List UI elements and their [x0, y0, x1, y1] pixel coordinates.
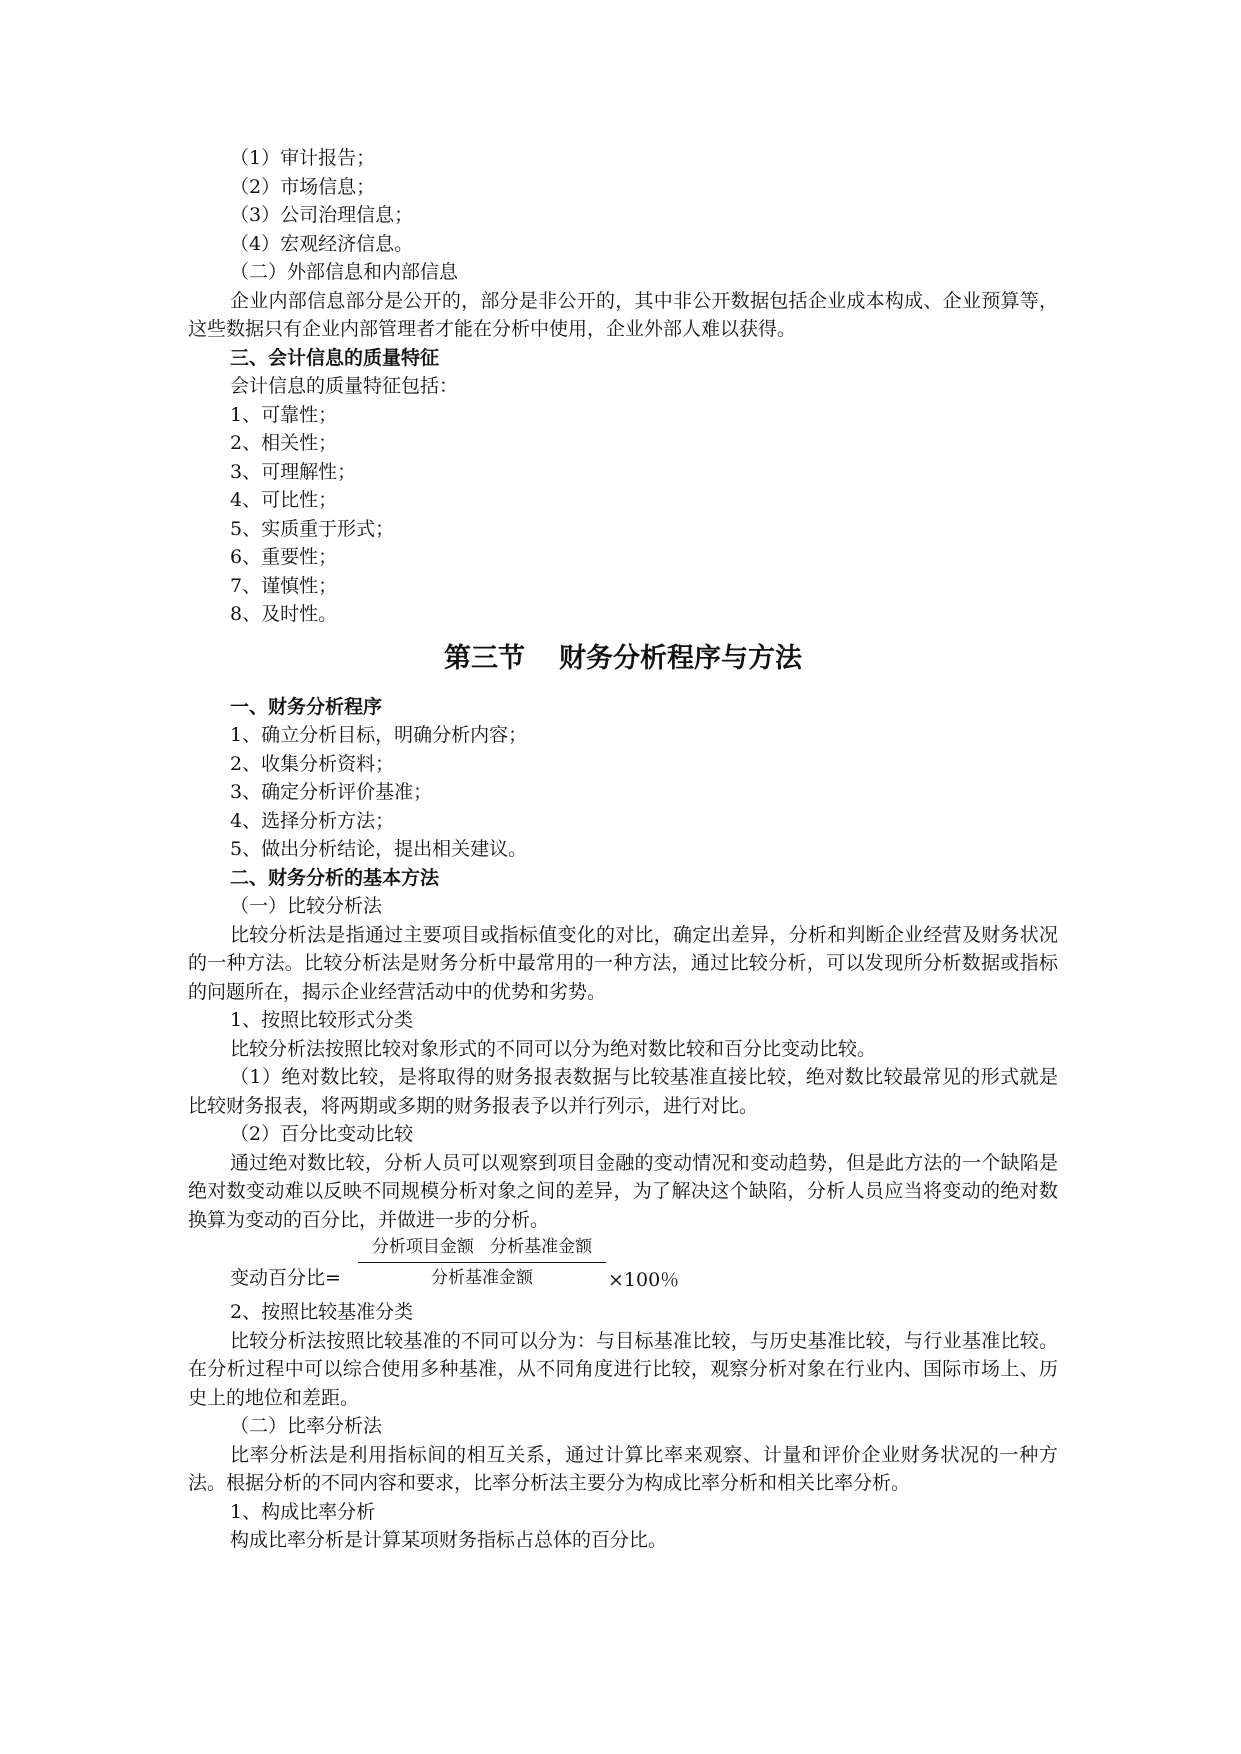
paragraph-ratio: 比率分析法是利用指标间的相互关系，通过计算比率来观察、计量和评价企业财务状况的一种方法。根据分析的不同内容和要求，比率分析法主要分为构成比率分析和相关比率分析。 — [188, 1443, 1058, 1494]
paragraph-internal-info: 企业内部信息部分是公开的，部分是非公开的，其中非公开数据包括企业成本构成、企业预算等，这些数据只有企业内部管理者才能在分析中使用，企业外部人难以获得。 — [188, 289, 1058, 340]
document-body — [188, 144, 1058, 1555]
percent-change-formula — [188, 1234, 1058, 1298]
subheading-by-form: 1、按照比较形式分类 — [230, 1009, 414, 1031]
paragraph-compare: 比较分析法是指通过主要项目或指标值变化的对比，确定出差异，分析和判断企业经营及财务状况的一种方法。比较分析法是财务分析中最常用的一种方法，通过比较分析，可以发现所分析数据或指标的问题所在，揭示企业经营活动中的优势和劣势。 — [188, 923, 1058, 1003]
list-item: 5、做出分析结论，提出相关建议。 — [230, 838, 528, 860]
paragraph-by-form: 比较分析法按照比较对象形式的不同可以分为绝对数比较和百分比变动比较。 — [230, 1037, 877, 1060]
formula-rhs: ×100％ — [608, 1269, 680, 1291]
list-item: 5、实质重于形式； — [230, 517, 395, 540]
formula-numerator-b: 分析基准金额 — [490, 1237, 593, 1257]
subheading-by-base: 2、按照比较基准分类 — [230, 1301, 414, 1323]
list-item: 4、选择分析方法； — [230, 809, 395, 832]
paragraph-percent: 通过绝对数比较，分析人员可以观察到项目金融的变动情况和变动趋势，但是此方法的一个缺陷是绝对数变动难以反映不同规模分析对象之间的差异，为了解决这个缺陷，分析人员应当将变动的绝对数换算为变动的百分比，并做进一步的分析。 — [188, 1151, 1058, 1231]
section-number: 第三节 — [444, 642, 525, 674]
heading-quality: 三、会计信息的质量特征 — [230, 346, 440, 369]
list-item: （1）审计报告； — [230, 147, 376, 169]
formula-fraction — [358, 1234, 606, 1290]
list-item: （4）宏观经济信息。 — [230, 232, 414, 255]
quality-intro: 会计信息的质量特征包括： — [230, 375, 459, 397]
list-item: 2、相关性； — [230, 432, 338, 454]
paragraph-structure: 构成比率分析是计算某项财务指标占总体的百分比。 — [230, 1529, 668, 1551]
formula-denominator: 分析基准金额 — [431, 1268, 533, 1288]
subheading-percent: （2）百分比变动比较 — [230, 1123, 414, 1145]
formula-numerator-a: 分析项目金额 — [371, 1237, 474, 1257]
fraction-bar — [358, 1262, 606, 1263]
list-item: 3、确定分析评价基准； — [230, 781, 433, 803]
list-item: 1、可靠性； — [230, 403, 338, 426]
list-item: 8、及时性。 — [230, 603, 338, 625]
heading-methods: 二、财务分析的基本方法 — [230, 866, 440, 889]
list-item: 2、收集分析资料； — [230, 752, 395, 775]
list-item: 7、谨慎性； — [230, 574, 338, 597]
formula-numerator — [358, 1234, 606, 1260]
list-item: 4、可比性； — [230, 489, 338, 511]
subheading-structure: 1、构成比率分析 — [230, 1500, 376, 1523]
list-item: （3）公司治理信息； — [230, 204, 414, 226]
paragraph-absolute: （1）绝对数比较，是将取得的财务报表数据与比较基准直接比较，绝对数比较最常见的形式就是比较财务报表，将两期或多期的财务报表予以并行列示，进行对比。 — [188, 1066, 1058, 1117]
subheading-compare: （一）比较分析法 — [230, 895, 383, 917]
list-item: （2）市场信息； — [230, 175, 376, 198]
section-title — [188, 639, 1058, 679]
section-name: 财务分析程序与方法 — [559, 642, 802, 674]
list-item: 3、可理解性； — [230, 460, 357, 483]
list-item: 1、确立分析目标，明确分析内容； — [230, 724, 528, 746]
paragraph-by-base: 比较分析法按照比较基准的不同可以分为：与目标基准比较，与历史基准比较，与行业基准比较。在分析过程中可以综合使用多种基准，从不同角度进行比较，观察分析对象在行业内、国际市场上、历史上的地位和差距。 — [188, 1329, 1058, 1409]
subheading-ratio: （二）比率分析法 — [230, 1415, 383, 1437]
subheading-internal-external: （二）外部信息和内部信息 — [230, 261, 459, 283]
list-item: 6、重要性； — [230, 546, 338, 568]
formula-lhs: 变动百分比= — [230, 1267, 341, 1289]
heading-procedure: 一、财务分析程序 — [230, 695, 383, 718]
